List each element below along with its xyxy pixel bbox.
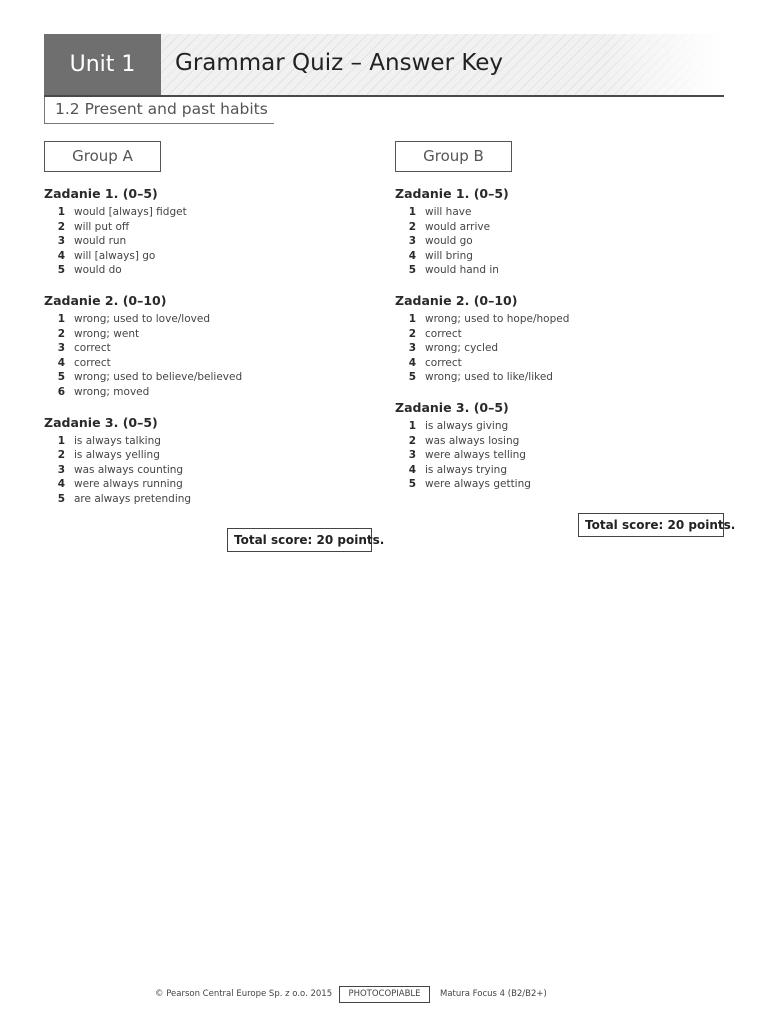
answer-number: 4 bbox=[408, 249, 416, 262]
answer-number: 4 bbox=[57, 356, 65, 369]
answer-item bbox=[395, 327, 725, 342]
group-b-tasks bbox=[395, 185, 725, 492]
answer-number: 5 bbox=[408, 371, 416, 384]
answer-number: 2 bbox=[57, 449, 65, 462]
answer-item bbox=[395, 263, 725, 278]
answer-number: 4 bbox=[408, 463, 416, 476]
answer-item bbox=[44, 463, 374, 478]
answer-number: 2 bbox=[57, 220, 65, 233]
group-a-label: Group A bbox=[44, 141, 161, 172]
answer-number: 3 bbox=[57, 463, 65, 476]
answer-item bbox=[44, 434, 374, 449]
answer-item bbox=[44, 327, 374, 342]
task-block bbox=[44, 185, 374, 278]
answer-text: were always getting bbox=[425, 478, 531, 491]
answer-text: wrong; used to like/liked bbox=[425, 371, 553, 384]
answer-text: will [always] go bbox=[74, 249, 156, 262]
group-b-total-score: Total score: 20 points. bbox=[578, 513, 724, 537]
answer-item bbox=[44, 220, 374, 235]
answer-text: will bring bbox=[425, 249, 473, 262]
answer-item bbox=[44, 263, 374, 278]
answer-text: wrong; cycled bbox=[425, 342, 499, 355]
answer-number: 3 bbox=[57, 342, 65, 355]
answer-number: 6 bbox=[57, 385, 65, 398]
section-title: 1.2 Present and past habits bbox=[44, 97, 274, 124]
answer-list bbox=[44, 205, 374, 278]
answer-text: are always pretending bbox=[74, 492, 192, 505]
answer-text: is always yelling bbox=[74, 449, 160, 462]
group-a-column bbox=[44, 141, 374, 507]
answer-item bbox=[44, 385, 374, 400]
page-title: Grammar Quiz – Answer Key bbox=[175, 50, 504, 76]
task-block bbox=[44, 414, 374, 507]
answer-text: would run bbox=[74, 235, 127, 248]
answer-text: wrong; used to hope/hoped bbox=[425, 312, 570, 325]
answer-text: would go bbox=[425, 235, 473, 248]
answer-number: 1 bbox=[57, 434, 65, 447]
answer-item bbox=[44, 477, 374, 492]
answer-number: 1 bbox=[408, 419, 416, 432]
answer-list bbox=[44, 312, 374, 400]
answer-text: wrong; went bbox=[74, 327, 140, 340]
answer-text: would do bbox=[74, 264, 122, 277]
series-title: Matura Focus 4 (B2/B2+) bbox=[440, 989, 547, 999]
answer-number: 5 bbox=[408, 478, 416, 491]
photocopiable-badge: PHOTOCOPIABLE bbox=[339, 986, 430, 1003]
answer-text: is always trying bbox=[425, 463, 508, 476]
answer-item bbox=[44, 249, 374, 264]
answer-item bbox=[395, 434, 725, 449]
answer-item bbox=[395, 205, 725, 220]
answer-number: 2 bbox=[408, 327, 416, 340]
task-title: Zadanie 2. (0–10) bbox=[395, 292, 518, 308]
answer-text: were always telling bbox=[425, 449, 526, 462]
answer-list bbox=[395, 205, 725, 278]
answer-text: is always giving bbox=[425, 419, 509, 432]
group-a-tasks bbox=[44, 185, 374, 507]
answer-number: 2 bbox=[408, 434, 416, 447]
answer-item bbox=[44, 448, 374, 463]
task-block bbox=[395, 185, 725, 278]
task-title: Zadanie 3. (0–5) bbox=[44, 414, 158, 430]
answer-item bbox=[44, 356, 374, 371]
copyright-text: © Pearson Central Europe Sp. z o.o. 2015 bbox=[155, 989, 333, 999]
group-b-label: Group B bbox=[395, 141, 512, 172]
answer-list bbox=[395, 419, 725, 492]
answer-item bbox=[395, 370, 725, 385]
group-a-total-score: Total score: 20 points. bbox=[227, 528, 372, 552]
page-footer bbox=[0, 986, 768, 1004]
answer-item bbox=[44, 370, 374, 385]
answer-number: 5 bbox=[57, 492, 65, 505]
answer-number: 3 bbox=[408, 235, 416, 248]
answer-text: correct bbox=[74, 356, 111, 369]
answer-item bbox=[395, 448, 725, 463]
answer-number: 5 bbox=[408, 264, 416, 277]
answer-text: correct bbox=[425, 356, 462, 369]
answer-number: 3 bbox=[57, 235, 65, 248]
answer-item bbox=[395, 220, 725, 235]
answer-text: is always talking bbox=[74, 434, 161, 447]
task-block bbox=[44, 292, 374, 400]
answer-list bbox=[44, 434, 374, 507]
answer-number: 1 bbox=[57, 206, 65, 218]
answer-number: 4 bbox=[57, 249, 65, 262]
task-title: Zadanie 1. (0–5) bbox=[395, 186, 509, 201]
answer-text: were always running bbox=[74, 478, 183, 491]
answer-number: 1 bbox=[408, 312, 416, 325]
answer-number: 3 bbox=[408, 342, 416, 355]
answer-item bbox=[395, 356, 725, 371]
answer-item bbox=[44, 312, 374, 327]
answer-item bbox=[395, 463, 725, 478]
task-block bbox=[395, 399, 725, 492]
answer-item bbox=[44, 492, 374, 507]
answer-number: 5 bbox=[57, 371, 65, 384]
answer-item bbox=[44, 341, 374, 356]
task-title: Zadanie 1. (0–5) bbox=[44, 186, 158, 201]
answer-item bbox=[44, 234, 374, 249]
group-b-column bbox=[395, 141, 725, 492]
answer-text: correct bbox=[74, 342, 111, 355]
answer-number: 5 bbox=[57, 264, 65, 277]
answer-number: 2 bbox=[57, 327, 65, 340]
answer-text: will put off bbox=[74, 220, 130, 233]
page-header bbox=[44, 34, 724, 96]
task-title: Zadanie 2. (0–10) bbox=[44, 292, 167, 308]
answer-item bbox=[44, 205, 374, 220]
answer-number: 3 bbox=[408, 449, 416, 462]
task-title: Zadanie 3. (0–5) bbox=[395, 399, 509, 415]
answer-text: correct bbox=[425, 327, 462, 340]
title-band bbox=[161, 34, 724, 96]
answer-text: would [always] fidget bbox=[74, 206, 187, 218]
answer-text: wrong; used to love/loved bbox=[74, 312, 210, 325]
answer-text: will have bbox=[425, 206, 472, 218]
answer-item bbox=[395, 249, 725, 264]
answer-text: would hand in bbox=[425, 264, 499, 277]
answer-item bbox=[395, 234, 725, 249]
unit-label: Unit 1 bbox=[44, 34, 161, 96]
answer-number: 2 bbox=[408, 220, 416, 233]
answer-item bbox=[395, 419, 725, 434]
answer-number: 1 bbox=[57, 312, 65, 325]
answer-item bbox=[395, 477, 725, 492]
answer-item bbox=[395, 341, 725, 356]
answer-text: would arrive bbox=[425, 220, 491, 233]
answer-text: wrong; moved bbox=[74, 385, 150, 398]
answer-number: 4 bbox=[57, 478, 65, 491]
answer-list bbox=[395, 312, 725, 385]
answer-text: wrong; used to believe/believed bbox=[74, 371, 243, 384]
answer-number: 1 bbox=[408, 206, 416, 218]
answer-number: 4 bbox=[408, 356, 416, 369]
answer-text: was always losing bbox=[425, 434, 520, 447]
answer-item bbox=[395, 312, 725, 327]
task-block bbox=[395, 292, 725, 385]
answer-text: was always counting bbox=[74, 463, 184, 476]
